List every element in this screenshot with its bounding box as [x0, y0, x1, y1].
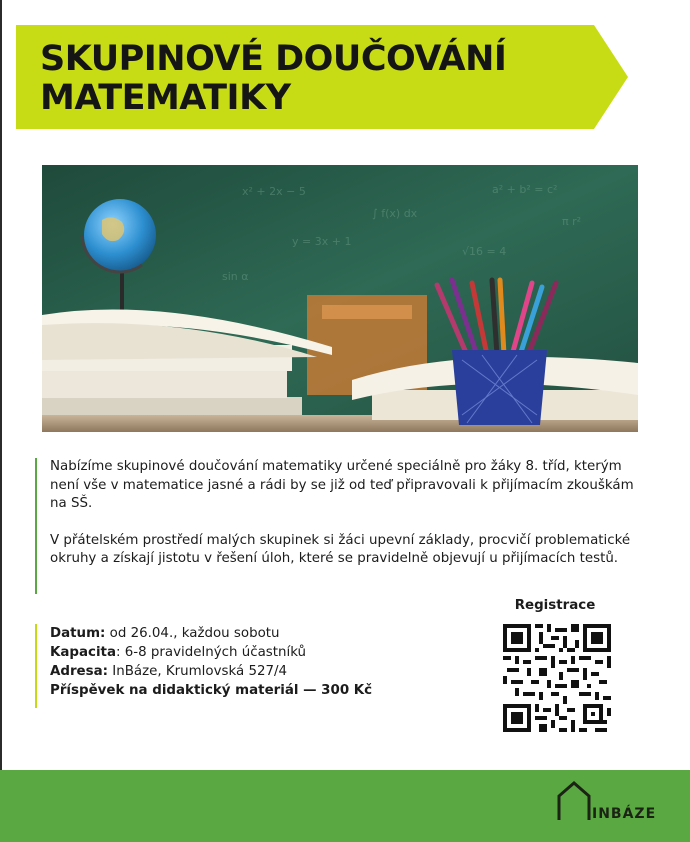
classroom-photo	[42, 165, 638, 432]
intro-text-block	[35, 458, 647, 594]
title-line-1: SKUPINOVÉ DOUČOVÁNÍ	[40, 39, 507, 79]
capacity-row	[50, 643, 465, 662]
date-value: od 26.04., každou sobotu	[105, 626, 280, 641]
title-line-2: MATEMATIKY	[40, 78, 291, 118]
logo-text: INBÁZE	[592, 806, 657, 822]
inbaze-logo	[556, 780, 666, 828]
svg-text:sin α: sin α	[222, 270, 249, 283]
page-title	[40, 40, 600, 118]
capacity-label: Kapacita	[50, 645, 116, 660]
svg-text:∫ f(x) dx: ∫ f(x) dx	[372, 207, 418, 220]
date-label: Datum:	[50, 626, 106, 641]
house-icon	[556, 780, 596, 822]
event-details	[35, 624, 465, 708]
title-banner	[16, 25, 628, 129]
svg-text:y = 3x + 1: y = 3x + 1	[292, 235, 352, 248]
footer-band	[0, 770, 690, 842]
intro-paragraph-1: Nabízíme skupinové doučování matematiky určené speciálně pro žáky 8. tříd, kterým není vše v matematice jasné a rádi by se již od teď připravovali k přijímacím zkouškám na SŠ.	[50, 459, 634, 511]
svg-text:x² + 2x − 5: x² + 2x − 5	[242, 185, 306, 198]
registration-qr-code[interactable]	[503, 624, 611, 732]
address-label: Adresa:	[50, 664, 108, 679]
page-edge	[0, 0, 2, 770]
svg-text:π r²: π r²	[562, 215, 582, 228]
intro-paragraph-2: V přátelském prostředí malých skupinek si žáci upevní základy, procvičí problematické okruhy a získají jistotu v řešení úloh, které se pravidelně objevují u přijímacích testů.	[50, 532, 631, 566]
classroom-illustration	[42, 165, 638, 432]
capacity-value: : 6-8 pravidelných účastníků	[116, 645, 307, 660]
address-value: InBáze, Krumlovská 527/4	[108, 664, 288, 679]
svg-text:√16 = 4: √16 = 4	[462, 245, 507, 258]
address-row	[50, 662, 465, 681]
fee-text: Příspěvek na didaktický materiál — 300 Kč	[50, 683, 373, 698]
fee-row	[50, 681, 465, 700]
date-row	[50, 624, 465, 643]
registration-label: Registrace	[514, 598, 596, 613]
qr-code-icon	[503, 624, 611, 732]
svg-text:a² + b² = c²: a² + b² = c²	[492, 183, 558, 196]
